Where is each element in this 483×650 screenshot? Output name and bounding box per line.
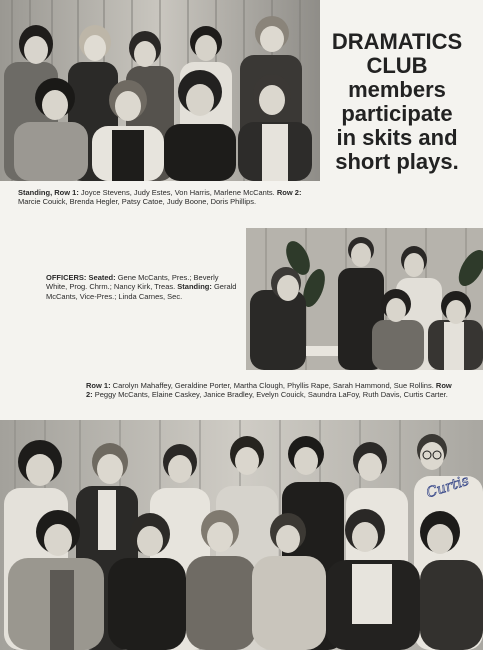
photo-signature: Curtis bbox=[424, 472, 471, 502]
club-title bbox=[322, 30, 472, 174]
caption-bottom bbox=[86, 381, 456, 400]
caption-label: Row 2: bbox=[276, 188, 302, 197]
group-photo-top-image bbox=[0, 0, 320, 181]
caption-names: Carolyn Mahaffey, Geraldine Porter, Martha Clough, Phyllis Rape, Sarah Hammond, Sue Rollins. bbox=[110, 381, 434, 390]
title-line: DRAMATICS bbox=[331, 29, 463, 54]
group-photo-bottom bbox=[0, 420, 483, 650]
caption-label: Standing, Row 1: bbox=[18, 188, 79, 197]
caption-names: Marcie Couick, Brenda Hegler, Patsy Catoe, Judy Boone, Doris Phillips. bbox=[18, 197, 257, 207]
caption-label: Row 1: bbox=[86, 381, 111, 390]
officers-photo-image bbox=[246, 228, 483, 370]
caption-label: Standing: bbox=[177, 282, 212, 292]
title-line: CLUB bbox=[366, 53, 428, 78]
title-line: short plays. bbox=[335, 149, 459, 174]
caption-label: Seated: bbox=[88, 273, 116, 282]
group-photo-top bbox=[0, 0, 320, 181]
caption-names: Gene McCants, Pres.; Beverly White, Prog. Chrm.; Nancy Kirk, Treas. bbox=[46, 273, 219, 292]
caption-label: Row 2: bbox=[86, 381, 452, 400]
title-line: participate bbox=[341, 101, 453, 126]
caption-top bbox=[18, 188, 318, 207]
caption-label: OFFICERS: bbox=[46, 273, 87, 282]
caption-names: Joyce Stevens, Judy Estes, Von Harris, Marlene McCants. bbox=[78, 188, 275, 197]
caption-names: Gerald McCants, Vice-Pres.; Linda Carnes, Sec. bbox=[46, 282, 237, 301]
caption-officers bbox=[46, 273, 241, 301]
officers-photo bbox=[246, 228, 483, 370]
title-line: in skits and bbox=[336, 125, 458, 150]
title-line: members bbox=[348, 77, 446, 102]
caption-names: Peggy McCants, Elaine Caskey, Janice Bradley, Evelyn Couick, Saundra LaFoy, Ruth Davis, Curtis Carter. bbox=[92, 390, 448, 400]
group-photo-bottom-image bbox=[0, 420, 483, 650]
